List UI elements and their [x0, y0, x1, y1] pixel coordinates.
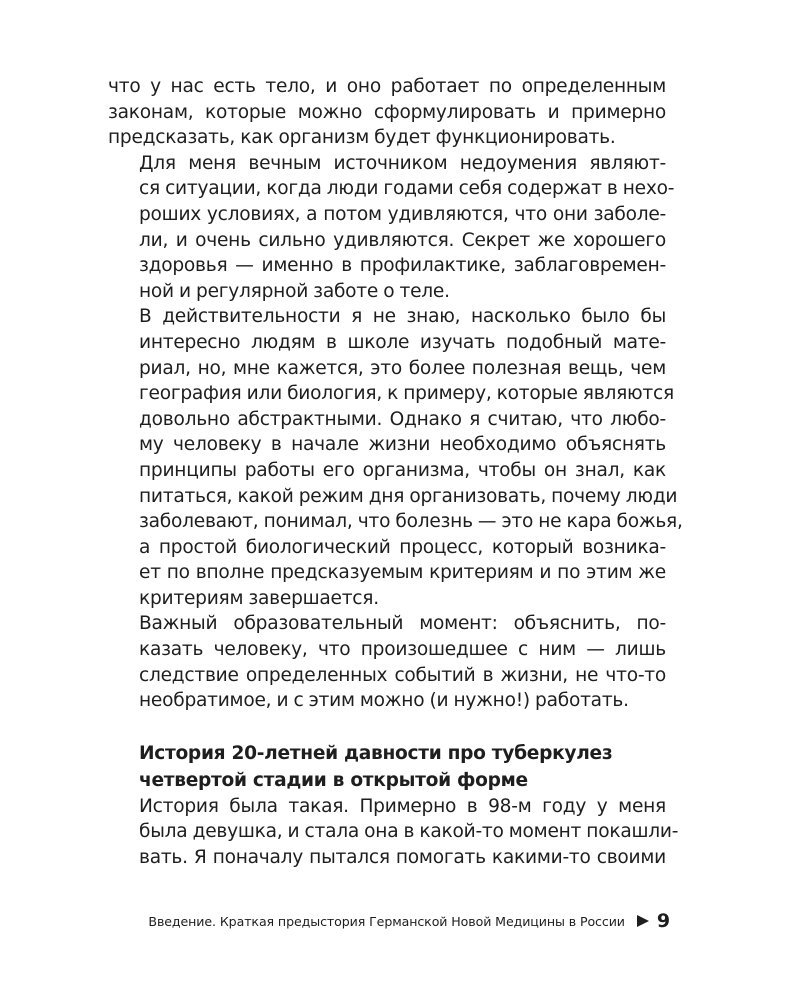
- text-line: заболевают, понимал, что болезнь — это не кара божья,: [139, 511, 683, 533]
- text-line: интересно людям в школе изучать подобный мате-: [139, 331, 666, 353]
- text-line: роших условиях, а потом удивляются, что они заболе-: [139, 203, 666, 225]
- text-line: а простой биологический процесс, который возника-: [139, 536, 666, 558]
- text-line: ли, и очень сильно удивляются. Секрет же хорошего: [139, 229, 666, 251]
- text-line: питаться, какой режим дня организовать, почему люди: [139, 485, 678, 507]
- heading-line: четвертой стадии в открытой форме: [139, 769, 528, 791]
- text-line: необратимое, и с этим можно (и нужно!) работать.: [139, 690, 629, 712]
- text-line: казать человеку, что произошедшее с ним — лишь: [139, 639, 666, 661]
- text-line: ной и регулярной заботе о теле.: [139, 280, 450, 302]
- paragraph-3: [108, 304, 683, 611]
- text-line: предсказать, как организм будет функционировать.: [108, 127, 616, 149]
- paragraph-5: [108, 794, 679, 871]
- page-number: 9: [656, 910, 670, 932]
- text-line: критериям завершается.: [139, 587, 379, 609]
- page-content: [108, 74, 683, 871]
- text-line: география или биология, к примеру, которые являются: [139, 383, 674, 405]
- paragraph-2: [108, 151, 675, 305]
- text-line: вать. Я поначалу пытался помогать какими-то своими: [139, 847, 666, 869]
- text-line: законам, которые можно сформулировать и примерно: [108, 101, 666, 123]
- running-title: Введение. Краткая предыстория Германской Новой Медицины в России: [148, 913, 625, 929]
- text-line: была девушка, и стала она в какой-то момент покашли-: [139, 821, 679, 843]
- page-footer: [110, 909, 670, 933]
- text-line: му человеку в начале жизни необходимо объяснять: [139, 434, 666, 456]
- text-line: довольно абстрактными. Однако я считаю, что любо-: [139, 408, 666, 430]
- text-line: В действительности я не знаю, насколько было бы: [139, 306, 666, 328]
- text-line: следствие определенных событий в жизни, не что-то: [139, 664, 666, 686]
- paragraph-1: [108, 74, 666, 151]
- text-line: принципы работы его организма, чтобы он знал, как: [139, 459, 666, 481]
- text-line: здоровья — именно в профилактике, заблаговремен-: [139, 255, 666, 277]
- arrow-right-icon: [637, 915, 649, 927]
- text-line: Важный образовательный момент: объяснить, по-: [139, 613, 666, 635]
- paragraph-4: [108, 611, 666, 713]
- text-line: ет по вполне предсказуемым критериям и по этим же: [139, 562, 666, 584]
- text-line: История была такая. Примерно в 98-м году у меня: [139, 795, 666, 817]
- text-line: что у нас есть тело, и оно работает по определенным: [108, 76, 666, 97]
- section-heading: [139, 740, 666, 794]
- text-line: ся ситуации, когда люди годами себя содержат в нехо-: [139, 178, 675, 200]
- text-line: риал, но, мне кажется, это более полезная вещь, чем: [139, 357, 666, 379]
- text-line: Для меня вечным источником недоумения являют-: [139, 152, 666, 174]
- heading-line: История 20-летней давности про туберкулез: [139, 742, 613, 764]
